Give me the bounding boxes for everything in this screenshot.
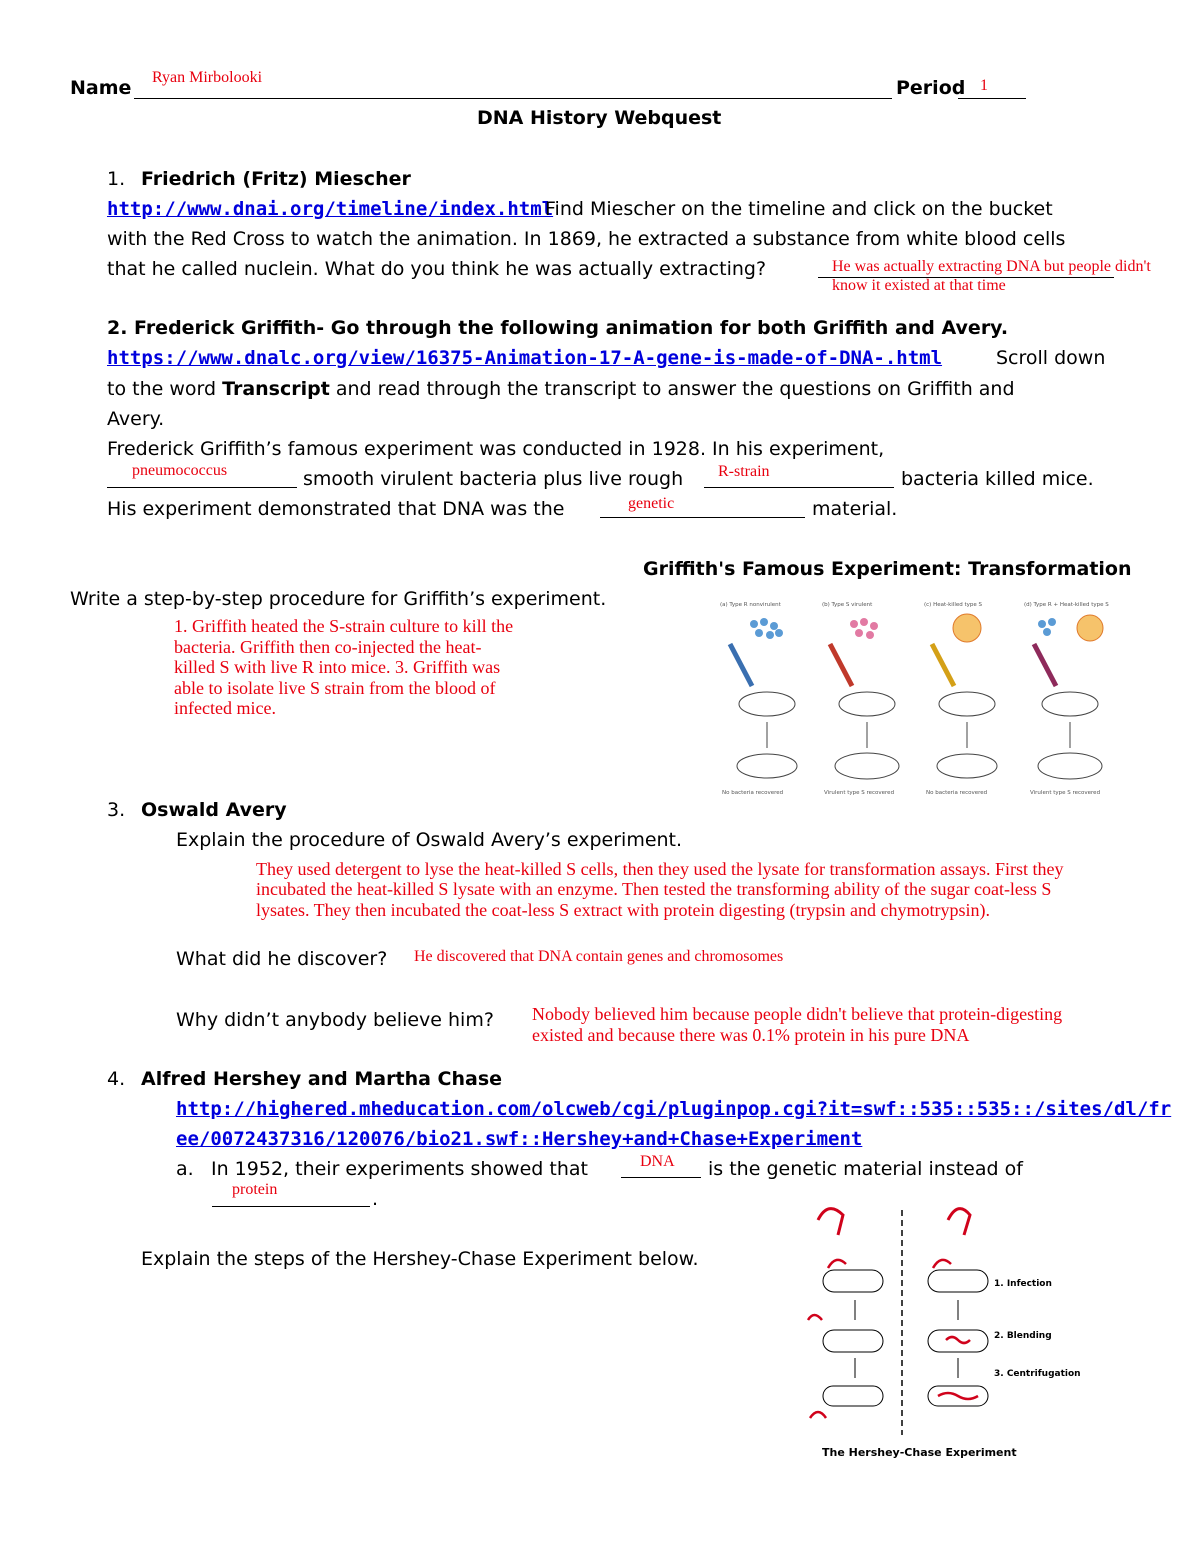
q2-read-text: and read through the transcript to answer the questions on Griffith and (335, 378, 1015, 400)
q2-material-text: material. (812, 498, 898, 520)
q2-avery-text: Avery. (107, 408, 165, 430)
procedure-answer-4: able to isolate live S strain from the blood of (174, 678, 496, 698)
q3-heading: Oswald Avery (141, 799, 287, 821)
q4-steps-prompt: Explain the steps of the Hershey-Chase Experiment below. (141, 1248, 699, 1270)
q3-believe-answer-2: existed and because there was 0.1% protein in his pure DNA (532, 1025, 970, 1045)
q3-believe-prompt: Why didn’t anybody believe him? (176, 1009, 494, 1031)
name-underline (134, 97, 892, 99)
q4-heading: Alfred Hershey and Martha Chase (141, 1068, 503, 1090)
student-name: Ryan Mirbolooki (152, 69, 263, 86)
q2-blank3-line (600, 516, 805, 518)
cell-right-1 (928, 1270, 988, 1292)
procedure-answer-5: infected mice. (174, 698, 276, 718)
q2-link[interactable]: https://www.dnalc.org/view/16375-Animation-17-A-gene-is-made-of-DNA-.html (107, 347, 943, 369)
procedure-answer-2: bacteria. Griffith then co-injected the heat- (174, 637, 482, 657)
q1-text-a: Find Miescher on the timeline and click on the bucket (545, 198, 1053, 220)
q3-discover-answer: He discovered that DNA contain genes and chromosomes (414, 948, 784, 965)
q3-answer-2: incubated the heat-killed S lysate with an enzyme. Then tested the transforming ability of the sugar coat-less S (256, 879, 1052, 899)
q2-heading: 2. Frederick Griffith- Go through the following animation for both Griffith and Avery. (107, 317, 1009, 339)
q1-answer-line2: know it existed at that time (832, 277, 1006, 294)
panel-label-b: (b) Type S virulent (822, 602, 873, 608)
name-label: Name (70, 77, 132, 99)
q4-link-line1[interactable]: http://highered.mheducation.com/olcweb/cgi/pluginpop.cgi?it=swf::535::535::/sites/dl/fr (176, 1098, 1172, 1120)
q4-blank-protein-line (212, 1205, 370, 1207)
q2-blank2-line (704, 486, 894, 488)
q3-prompt: Explain the procedure of Oswald Avery’s experiment. (176, 829, 683, 851)
q4-number: 4. (107, 1068, 126, 1090)
q4-a-text-2: is the genetic material instead of (708, 1158, 1023, 1180)
period-value: 1 (980, 77, 988, 94)
procedure-answer-1: 1. Griffith heated the S-strain culture to kill the (174, 616, 514, 636)
q2-scroll-text: Scroll down (996, 347, 1106, 369)
cell-left-3 (823, 1386, 883, 1406)
q2-answer-blank2: R-strain (718, 463, 770, 480)
q2-to-the-word: to the word (107, 378, 217, 400)
outcome-a: No bacteria recovered (722, 790, 784, 796)
q1-text-b: with the Red Cross to watch the animation. In 1869, he extracted a substance from white blood cells (107, 228, 1066, 250)
q4-period: . (372, 1188, 379, 1210)
q3-believe-answer-1: Nobody believed him because people didn't believe that protein-digesting (532, 1004, 1063, 1024)
hershey-chase-figure (798, 1190, 1081, 1462)
procedure-answer-3: killed S with live R into mice. 3. Griffith was (174, 657, 501, 677)
q1-number: 1. (107, 168, 126, 190)
hershey-chase-caption: The Hershey-Chase Experiment (822, 1446, 1017, 1459)
q4-a-text-1: In 1952, their experiments showed that (211, 1158, 588, 1180)
panel-b-drawing (830, 618, 899, 779)
q3-number: 3. (107, 799, 126, 821)
q2-demo-text: His experiment demonstrated that DNA was the (107, 498, 565, 520)
panel-a-drawing (730, 618, 797, 778)
q4-link-line2[interactable]: ee/0072437316/120076/bio21.swf::Hershey+and+Chase+Experiment (176, 1128, 863, 1150)
q2-smooth-text: smooth virulent bacteria plus live rough (303, 468, 684, 490)
panel-d-drawing (1034, 615, 1103, 779)
period-underline (958, 97, 1026, 99)
q1-heading: Friedrich (Fritz) Miescher (141, 168, 411, 190)
step-infection: 1. Infection (994, 1279, 1052, 1289)
panel-c-drawing (932, 614, 997, 778)
griffith-figure-title: Griffith's Famous Experiment: Transformation (643, 558, 1132, 580)
outcome-b: Virulent type S recovered (824, 790, 895, 796)
q4-answer-protein: protein (232, 1181, 278, 1198)
cell-left-2 (823, 1330, 883, 1352)
q3-answer-1: They used detergent to lyse the heat-killed S cells, then they used the lysate for transformation assays. First they (256, 859, 1064, 879)
q3-discover-prompt: What did he discover? (176, 948, 388, 970)
panel-label-a: (a) Type R nonvirulent (720, 602, 781, 608)
q2-blank1-line (107, 486, 297, 488)
step-blending: 2. Blending (994, 1331, 1052, 1341)
q1-text-c: that he called nuclein. What do you think he was actually extracting? (107, 258, 767, 280)
panel-label-d: (d) Type R + Heat-killed type S (1024, 602, 1109, 608)
q2-killed-text: bacteria killed mice. (901, 468, 1094, 490)
step-centrifugation: 3. Centrifugation (994, 1369, 1081, 1379)
q2-text-line2 (107, 378, 1015, 400)
page-title: DNA History Webquest (477, 107, 722, 129)
panel-label-c: (c) Heat-killed type S (924, 602, 983, 608)
q2-answer-blank3: genetic (628, 495, 675, 512)
q1-link[interactable]: http://www.dnai.org/timeline/index.html (107, 198, 554, 220)
outcome-d: Virulent type S recovered (1030, 790, 1101, 796)
q2-word-transcript: Transcript (222, 378, 330, 400)
period-label: Period (896, 77, 966, 99)
q4-answer-dna: DNA (640, 1153, 675, 1170)
cell-left-1 (823, 1270, 883, 1292)
q2-famous-text: Frederick Griffith’s famous experiment was conducted in 1928. In his experiment, (107, 438, 885, 460)
q3-answer-3: lysates. They then incubated the coat-less S extract with protein digesting (trypsin and chymotrypsin). (256, 900, 991, 920)
procedure-prompt: Write a step-by-step procedure for Griffith’s experiment. (70, 588, 607, 610)
outcome-c: No bacteria recovered (926, 790, 988, 796)
q4-blank-dna-line (621, 1176, 701, 1178)
q1-answer-line1: He was actually extracting DNA but people didn't (832, 258, 1151, 275)
q2-answer-blank1: pneumococcus (132, 462, 228, 479)
q4-a-label: a. (176, 1158, 194, 1180)
griffith-experiment-figure (712, 596, 1132, 808)
